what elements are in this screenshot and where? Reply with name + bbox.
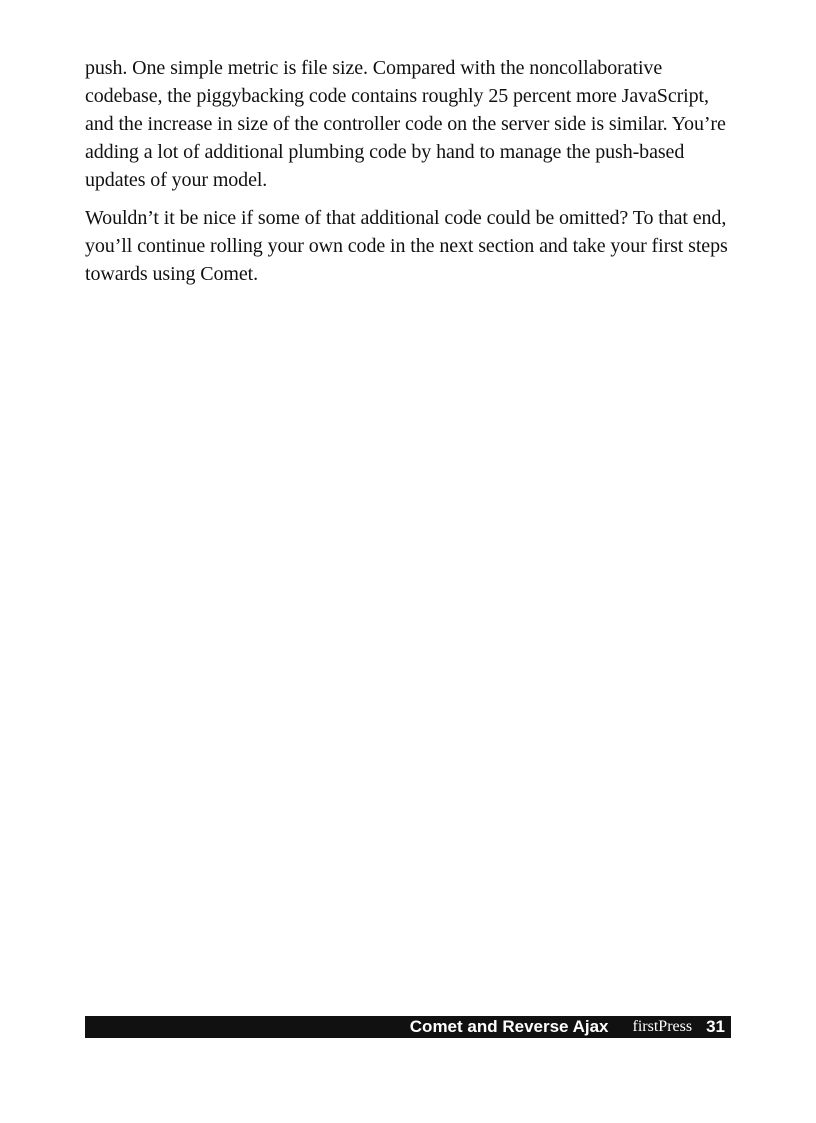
page-number: 31 [706,1017,725,1036]
footer-book-title: Comet and Reverse Ajax [409,1017,609,1036]
body-paragraph: push. One simple metric is file size. Compared with the noncollaborative codebase, the piggybacking code contains roughly 25 percent more JavaScript, and the increase in size of the controller code on the server side is similar. You’re adding a lot of additional plumbing code by hand to manage the push-based updates of your model. [85,57,726,191]
body-paragraph: Wouldn’t it be nice if some of that additional code could be omitted? To that end, you’ll continue rolling your own code in the next section and take your first steps towards using Comet. [85,207,728,285]
footer-publisher: firstPress [632,1018,693,1035]
page-body [85,54,731,298]
running-footer [85,1016,731,1038]
